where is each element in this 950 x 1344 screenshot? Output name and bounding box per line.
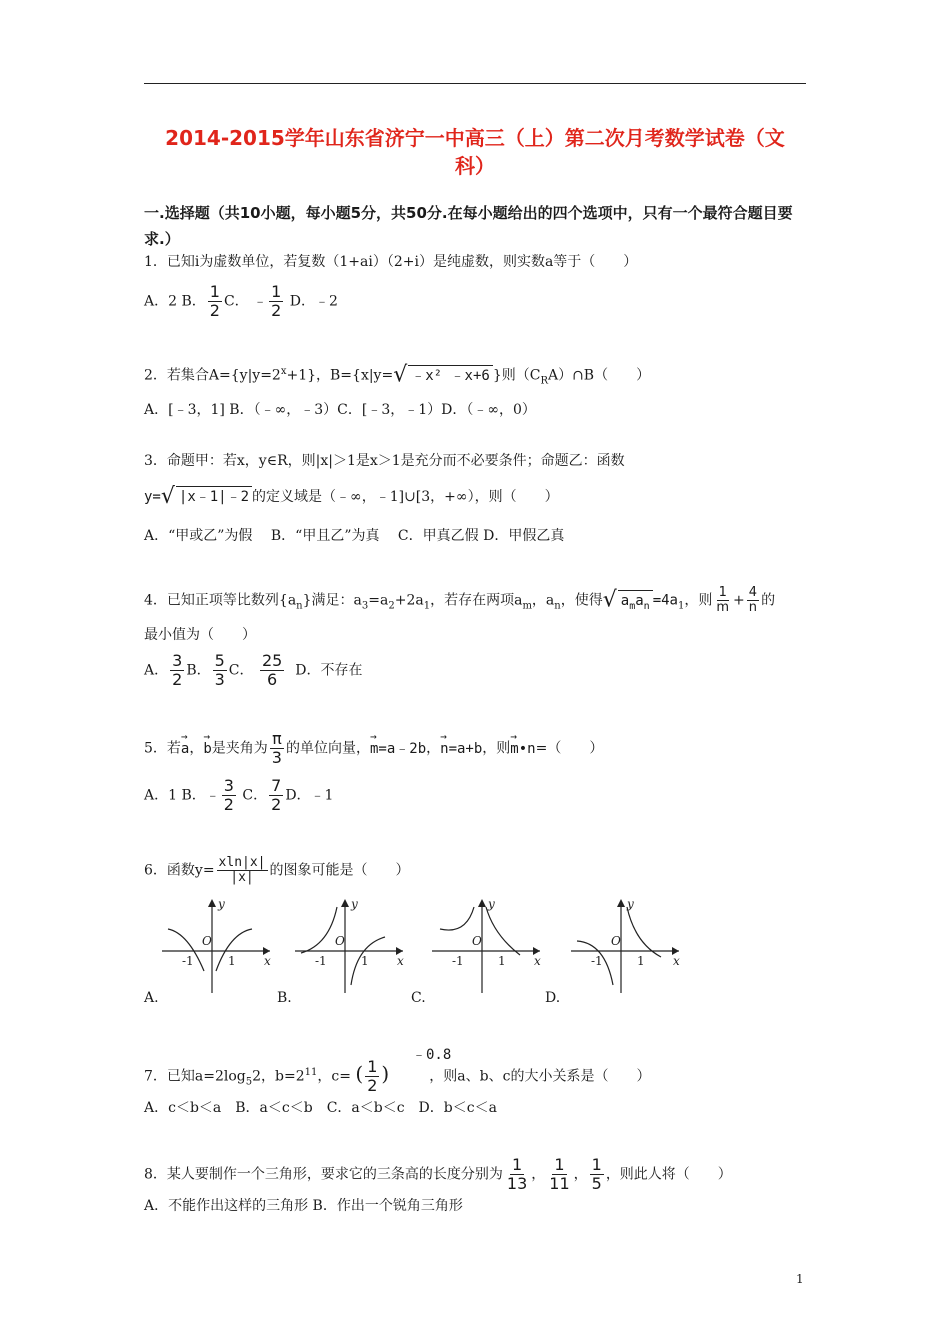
q5-stem: 5．若→ a，→ b是夹角为 $\frac{\pi}{3}$ 的单位向量，→ m=a﹣2b，→ n=a+b，则→ m•n=（ ） <box>144 730 603 767</box>
q6-label-b: B. <box>277 990 292 1006</box>
y-arrow-icon <box>617 899 625 907</box>
curve-branch-2 <box>486 907 520 955</box>
graph-b <box>293 895 413 995</box>
axis-label-x: x <box>534 954 541 968</box>
q1-stem: 1．已知i为虚数单位，若复数（1+ai）（2+i）是纯虚数，则实数a等于（ ） <box>144 254 638 270</box>
origin-label: O <box>472 934 482 948</box>
graph-d <box>569 895 689 995</box>
tick-label-neg: -1 <box>182 954 194 968</box>
q7-stem: 7．已知$a=2\log_52$，$b=2^{11}$，c= ( $\frac{1}{2}$ ) ，则a、b、c的大小关系是（ ） <box>144 1057 651 1095</box>
tick-label-pos: 1 <box>637 954 645 968</box>
y-arrow-icon <box>208 899 216 907</box>
axis-label-y: y <box>488 897 495 911</box>
page-number: 1 <box>796 1272 804 1286</box>
dot-product: → m•n <box>510 739 535 759</box>
axis-label-x: x <box>673 954 680 968</box>
q7-frac-half: $\frac{1}{2}$ <box>367 1057 378 1095</box>
tick-label-pos: 1 <box>228 954 236 968</box>
q8-options: A．不能作出这样的三角形 B．作出一个锐角三角形 <box>144 1198 463 1214</box>
q4-frac-a: $\frac{3}{2}$ <box>172 651 183 689</box>
q4-frac-4-n: $\frac{4}{n}$ <box>748 585 758 615</box>
q4-frac-c: $\frac{25}{6}$ <box>261 651 283 689</box>
vector-a: → a <box>181 739 189 759</box>
vector-m-expr: → m=a﹣2b <box>370 739 426 759</box>
tick-label-neg: -1 <box>452 954 464 968</box>
q1-opt-d: D．﹣2 <box>289 293 338 310</box>
tick-label-neg: -1 <box>315 954 327 968</box>
q5-frac-b: $\frac{3}{2}$ <box>223 776 234 814</box>
q4-sqrt: $a_ma_n$ <box>618 590 653 617</box>
q4-frac-1-m: $\frac{1}{m}$ <box>716 585 730 615</box>
q6-label-d: D. <box>545 990 561 1006</box>
title-line-2: 科） <box>455 154 495 178</box>
q4-stem-2: 最小值为（ ） <box>144 627 256 643</box>
q4-stem-1: 4．已知正项等比数列$\{a_n\}$满足：$a_3=a_2+2a_1$，若存在两项$a_m$，$a_n$，使得√ $a_ma_n =4a_1$，则 $\frac{1}{m}$ + $\frac{4}{n}$ 的 <box>144 585 776 615</box>
tick-label-neg: -1 <box>591 954 603 968</box>
q6-label-c: C. <box>411 990 426 1006</box>
header-rule <box>144 83 806 84</box>
axis-label-x: x <box>397 954 404 968</box>
axis-label-x: x <box>264 954 271 968</box>
q4-frac-b: $\frac{5}{3}$ <box>214 651 225 689</box>
q5-options: A．1 B．﹣ $\frac{3}{2}$ C． $\frac{7}{2}$ D．﹣1 <box>144 776 334 814</box>
axis-label-y: y <box>351 897 358 911</box>
exam-title <box>144 124 806 180</box>
q6-function-fraction: $\frac{xln|x|}{|x|}$ <box>218 855 266 885</box>
q5-frac-c: $\frac{7}{2}$ <box>271 776 282 814</box>
q2-options: A．[﹣3，1] B．（﹣∞，﹣3）C．[﹣3，﹣1）D．（﹣∞，0） <box>144 402 536 418</box>
q8-frac-5: $\frac{1}{5}$ <box>591 1155 602 1193</box>
q8-stem: 8．某人要制作一个三角形，要求它的三条高的长度分别为 $\frac{1}{13}$ ， $\frac{1}{11}$ ， $\frac{1}{5}$ ，则此人将（ ） <box>144 1155 732 1193</box>
q3-stem-2: y=√ |x﹣1|﹣2 的定义域是（﹣∞，﹣1]∪[3，+∞），则（ ） <box>144 484 559 509</box>
curve-branch-2 <box>627 907 661 957</box>
curve-branch-1 <box>301 907 337 953</box>
section-heading: 一.选择题（共10小题，每小题5分，共50分.在每小题给出的四个选项中，只有一个最符合题目要求.） <box>144 204 793 248</box>
q7-exponent: ﹣0.8 <box>412 1047 452 1063</box>
q1-opt-c: C． <box>223 293 249 310</box>
vector-b: → b <box>203 739 211 759</box>
q1-fraction-b: $\frac{1}{2}$ <box>209 282 220 320</box>
graph-c <box>430 895 550 995</box>
tick-label-pos: 1 <box>361 954 369 968</box>
q8-frac-11: $\frac{1}{11}$ <box>549 1155 570 1193</box>
q1-fraction-c: $\frac{1}{2}$ <box>271 282 282 320</box>
axis-label-y: y <box>627 897 634 911</box>
q4-options: A． $\frac{3}{2}$ B． $\frac{5}{3}$ C． $\frac{25}{6}$ D．不存在 <box>144 651 363 689</box>
q2-sqrt: ﹣x² ﹣x+6 <box>408 365 493 386</box>
q3-options: A．“甲或乙”为假 B．“甲且乙”为真 C．甲真乙假 D．甲假乙真 <box>144 528 565 544</box>
q1-opt-a: A．2 B． <box>144 293 206 310</box>
title-line-1: 2014-2015学年山东省济宁一中高三（上）第二次月考数学试卷（文 <box>165 126 785 150</box>
origin-label: O <box>611 934 621 948</box>
vector-n-expr: → n=a+b <box>440 739 482 759</box>
q1-options: A．2 B． $\frac{1}{2}$ C． ﹣ $\frac{1}{2}$ D．﹣2 <box>144 282 338 320</box>
curve-branch-1 <box>440 907 474 930</box>
graph-a <box>160 895 280 995</box>
q7-options: A．c＜b＜a B．a＜c＜b C．a＜b＜c D．b＜c＜a <box>144 1100 497 1116</box>
y-arrow-icon <box>341 899 349 907</box>
q6-stem: 6．函数y= $\frac{xln|x|}{|x|}$ 的图象可能是（ ） <box>144 855 410 885</box>
q5-frac-pi-3: $\frac{\pi}{3}$ <box>271 729 282 767</box>
q8-frac-13: $\frac{1}{13}$ <box>506 1155 528 1193</box>
q6-label-a: A. <box>144 990 159 1006</box>
q3-stem-1: 3．命题甲：若x，y∈R，则|x|＞1是x＞1是充分而不必要条件；命题乙：函数 <box>144 453 625 469</box>
tick-label-pos: 1 <box>498 954 506 968</box>
origin-label: O <box>202 934 212 948</box>
q3-sqrt: |x﹣1|﹣2 <box>176 486 252 507</box>
q2-stem: 2．若集合$A=\{y|y=2^x+1\}$，B={x|y=√ ﹣x² ﹣x+6 }则$(C_RA)\cap B$（ ） <box>144 362 651 388</box>
axis-label-y: y <box>218 897 225 911</box>
origin-label: O <box>335 934 345 948</box>
y-arrow-icon <box>478 899 486 907</box>
